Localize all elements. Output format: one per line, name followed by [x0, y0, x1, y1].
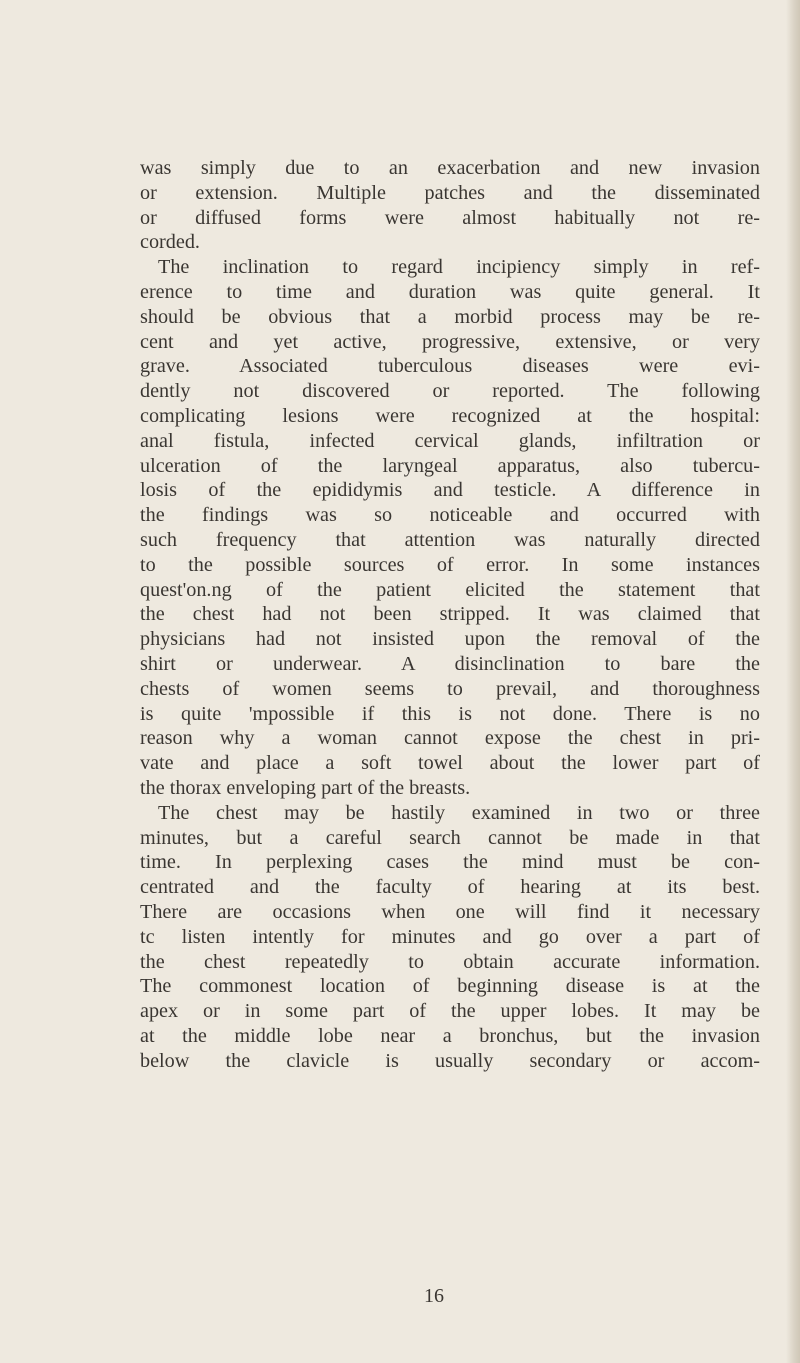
text-line: is quite 'mpossible if this is not done. There is no	[140, 702, 760, 725]
text-line: or extension. Multiple patches and the disseminated	[140, 181, 760, 204]
text-line: erence to time and duration was quite general. It	[140, 280, 760, 303]
text-line: cent and yet active, progressive, extensive, or very	[140, 330, 760, 353]
text-line: at the middle lobe near a bronchus, but the invasion	[140, 1024, 760, 1047]
text-line: apex or in some part of the upper lobes. It may be	[140, 1000, 760, 1023]
text-line: tc listen intently for minutes and go over a part of	[140, 925, 760, 948]
text-line: physicians had not insisted upon the removal of the	[140, 628, 760, 651]
text-line: quest'on.ng of the patient elicited the statement that	[140, 578, 760, 601]
text-line: dently not discovered or reported. The following	[140, 380, 760, 403]
text-line: The chest may be hastily examined in two or three	[158, 801, 760, 824]
text-line: should be obvious that a morbid process may be re-	[140, 305, 760, 328]
text-line: reason why a woman cannot expose the chest in pri-	[140, 727, 760, 750]
text-line: the findings was so noticeable and occurred with	[140, 504, 760, 527]
page-edge	[786, 0, 800, 1363]
text-line: complicating lesions were recognized at the hospital:	[140, 404, 760, 427]
text-line: grave. Associated tuberculous diseases were evi-	[140, 355, 760, 378]
text-line: or diffused forms were almost habitually not re-	[140, 206, 760, 229]
text-line: the thorax enveloping part of the breasts.	[140, 776, 471, 799]
text-line: centrated and the faculty of hearing at its best.	[140, 876, 760, 899]
text-line: chests of women seems to prevail, and thoroughness	[140, 677, 760, 700]
text-line: losis of the epididymis and testicle. A difference in	[140, 479, 760, 502]
text-line: minutes, but a careful search cannot be made in that	[140, 826, 760, 849]
page-number: 16	[424, 1285, 444, 1307]
text-line: shirt or underwear. A disinclination to bare the	[140, 652, 760, 675]
text-line: the chest had not been stripped. It was claimed that	[140, 603, 760, 626]
text-line: corded.	[140, 231, 200, 254]
text-line: to the possible sources of error. In some instances	[140, 553, 760, 576]
text-line: below the clavicle is usually secondary or accom-	[140, 1049, 760, 1072]
text-line: anal fistula, infected cervical glands, infiltration or	[140, 429, 760, 452]
text-line: the chest repeatedly to obtain accurate information.	[140, 950, 760, 973]
text-line: vate and place a soft towel about the lower part of	[140, 752, 760, 775]
text-line: The inclination to regard incipiency simply in ref-	[158, 256, 760, 279]
text-line: time. In perplexing cases the mind must be con-	[140, 851, 760, 874]
text-line: The commonest location of beginning disease is at the	[140, 975, 760, 998]
text-line: ulceration of the laryngeal apparatus, also tubercu-	[140, 454, 760, 477]
text-line: such frequency that attention was naturally directed	[140, 528, 760, 551]
text-line: There are occasions when one will find it necessary	[140, 900, 760, 923]
body-text	[140, 156, 760, 1073]
text-line: was simply due to an exacerbation and new invasion	[140, 157, 760, 179]
